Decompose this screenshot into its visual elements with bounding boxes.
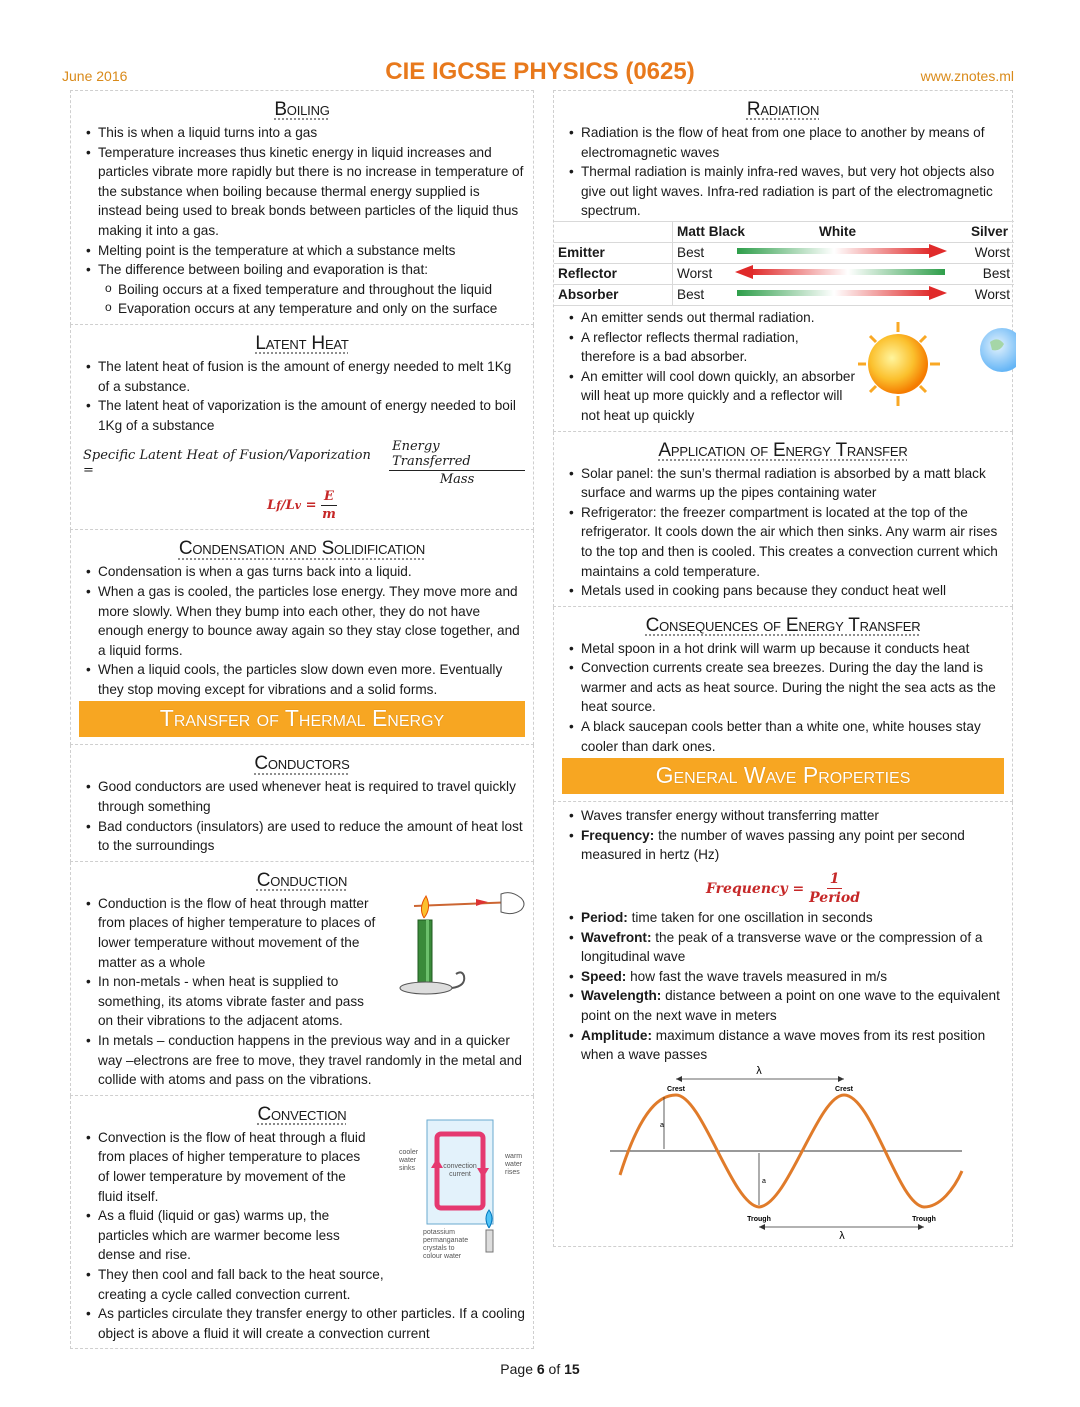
- fig-label: permanganate: [423, 1236, 469, 1244]
- list-item: • In metals – conduction happens in the previous way and in a quicker way –electrons are free to move, they travel randomly in the metal and collide with atoms and pass on the vibrations.: [98, 1031, 525, 1090]
- fig-label: crystals to: [423, 1244, 455, 1252]
- formula-numerator: Energy Transferred: [389, 439, 525, 471]
- formula-denominator: Period: [809, 890, 861, 907]
- definition: how fast the wave travels measured in m/s: [630, 968, 887, 984]
- frequency-formula: [562, 871, 1004, 906]
- section-consequences: [553, 607, 1013, 803]
- fig-label: sinks: [399, 1164, 415, 1172]
- table-row-label: Absorber: [554, 284, 673, 305]
- section-condensation: [70, 530, 534, 745]
- list-item: • An emitter will cool down quickly, an absorber will heat up more quickly and a reflector will not heat up quickly: [581, 367, 861, 426]
- table-row: [554, 242, 1014, 263]
- banner-text: General Wave Properties: [655, 762, 911, 789]
- footer-mid: of: [544, 1361, 565, 1377]
- table-cell: Worst: [949, 284, 1014, 305]
- list-item: • Refrigerator: the freezer compartment is located at the top of the refrigerator. It cools down the air which then sinks. Any warm air rises to the top and then is cooled. This creates a convection current which maintains a cold temperature.: [581, 503, 1004, 581]
- sun-earth-figure: [854, 320, 1016, 410]
- arrow-left-icon: [733, 264, 949, 280]
- list-item: • Condensation is when a gas turns back into a liquid.: [98, 562, 525, 582]
- section-conduction: [70, 862, 534, 1096]
- list-item: • Metal spoon in a hot drink will warm up because it conducts heat: [581, 639, 1004, 659]
- candle-conduction-figure: [396, 884, 536, 1004]
- section-application: [553, 432, 1013, 607]
- definition: time taken for one oscillation in seconds: [631, 910, 873, 926]
- table-header: Silver: [970, 224, 1008, 240]
- wavelength-label: λ: [756, 1064, 762, 1077]
- fig-label: warm: [505, 1152, 523, 1160]
- page-total: 15: [564, 1361, 580, 1377]
- section-title-consequences: Consequences of Energy Transfer: [645, 614, 921, 636]
- section-latent-heat: [70, 325, 534, 530]
- definition: distance between a point on one wave to the equivalent point on the next wave in meters: [581, 988, 1000, 1023]
- list-item: • When a liquid cools, the particles slow down even more. Eventually they stop moving except for vibrations and a solid forms.: [98, 660, 525, 699]
- list-item: [581, 986, 1004, 1025]
- term: Wavelength:: [581, 988, 662, 1004]
- list-item: • This is when a liquid turns into a gas: [98, 123, 525, 143]
- table-cell: Best: [673, 284, 734, 305]
- list-item: • Melting point is the temperature at which a substance melts: [98, 241, 525, 261]
- list-item: • Solar panel: the sun’s thermal radiation is absorbed by a matt black surface and warms up the pipes containing water: [581, 464, 1004, 503]
- section-convection: [70, 1096, 534, 1350]
- banner-transfer-thermal-energy: [79, 701, 525, 737]
- left-column: [70, 90, 534, 1349]
- list-item: • Thermal radiation is mainly infra-red waves, but very hot objects also give out light waves. Infra-red radiation is part of the electromagnetic spectrum.: [581, 162, 1004, 221]
- formula-numerator: 1: [827, 871, 843, 889]
- latent-heat-formula: [83, 439, 525, 487]
- section-boiling: [70, 90, 534, 325]
- term: Period:: [581, 910, 628, 926]
- list-item: • The latent heat of vaporization is the amount of energy needed to boil 1Kg of a substance: [98, 396, 525, 435]
- term: Frequency:: [581, 827, 655, 843]
- arrow-right-icon: [733, 243, 949, 259]
- list-item: • As particles circulate they transfer energy to other particles. If a cooling object is above a fluid it will create a convection current: [98, 1304, 525, 1343]
- trough-label: Trough: [747, 1215, 771, 1223]
- radiation-table: [554, 221, 1014, 305]
- list-item: [581, 908, 1004, 928]
- crest-label: Crest: [667, 1085, 685, 1093]
- formula-denominator: Mass: [439, 472, 475, 488]
- page-footer: [0, 1361, 1080, 1377]
- banner-text: Transfer of Thermal Energy: [159, 705, 445, 732]
- table-row-label: Emitter: [554, 242, 673, 263]
- formula-symbol: L: [267, 498, 277, 514]
- term: Speed:: [581, 968, 627, 984]
- page-title: CIE IGCSE PHYSICS (0625): [385, 58, 695, 85]
- formula-subscript: v: [294, 499, 302, 513]
- list-item: • Convection currents create sea breezes. During the day the land is warmer and acts as heat source. During the night the sea acts as the heat source.: [581, 658, 1004, 717]
- table-cell: Worst: [949, 242, 1014, 263]
- list-item: • They then cool and fall back to the heat source, creating a cycle called convection current.: [98, 1265, 408, 1304]
- table-cell: Best: [949, 263, 1014, 284]
- table-header: Matt Black: [677, 224, 745, 240]
- convection-beaker-figure: [391, 1118, 531, 1268]
- header-url[interactable]: www.znotes.ml: [920, 68, 1014, 84]
- table-header: White: [819, 224, 856, 240]
- definition: the peak of a transverse wave or the compression of a longitudinal wave: [581, 929, 983, 965]
- section-title-latent-heat: Latent Heat: [255, 332, 349, 354]
- formula-symbol: L: [285, 498, 295, 514]
- fig-label: rises: [505, 1168, 520, 1176]
- section-title-condensation: Condensation and Solidification: [178, 538, 426, 560]
- section-radiation: [553, 90, 1013, 432]
- table-row: [554, 284, 1014, 305]
- list-item: • A black saucepan cools better than a white one, white houses stay cooler than dark ones.: [581, 717, 1004, 756]
- section-title-boiling: Boiling: [274, 99, 330, 120]
- formula-subscript: f: [276, 499, 281, 513]
- footer-prefix: Page: [500, 1361, 537, 1377]
- section-title-application: Application of Energy Transfer: [658, 439, 908, 461]
- amplitude-label: a: [762, 1177, 766, 1185]
- table-header-row: [554, 221, 1014, 242]
- list-item: [581, 1026, 1004, 1065]
- list-item: • The latent heat of fusion is the amount of energy needed to melt 1Kg of a substance.: [98, 357, 525, 396]
- list-item: • When a gas is cooled, the particles lose energy. They move more and more slowly. When they bump into each other, they do not have enough energy to bounce away again so they stay close together, and a liquid forms.: [98, 582, 525, 660]
- fig-label: water: [399, 1156, 417, 1164]
- right-column: [553, 90, 1013, 1247]
- table-row-label: Reflector: [554, 263, 673, 284]
- section-title-conduction: Conduction: [256, 869, 348, 891]
- formula-left: Specific Latent Heat of Fusion/Vaporization =: [83, 448, 371, 479]
- list-item: • Radiation is the flow of heat from one place to another by means of electromagnetic waves: [581, 123, 1004, 162]
- amplitude-label: a: [660, 1121, 664, 1129]
- fig-label: current: [449, 1170, 471, 1178]
- formula-numerator: E: [321, 489, 337, 506]
- list-item: • In non-metals - when heat is supplied to something, its atoms vibrate faster and pass on their vibrations to the adjacent atoms.: [98, 972, 368, 1031]
- formula-denominator: m: [322, 507, 336, 523]
- header-date: June 2016: [62, 68, 128, 84]
- section-title-radiation: Radiation: [746, 99, 820, 120]
- fig-label: convection: [443, 1162, 477, 1170]
- list-item: • Temperature increases thus kinetic energy in liquid increases and particles vibrate more rapidly but there is no increase in temperature of the substance when boiling because thermal energy supplied is instead being used to break bonds between particles of the liquid thus making it into a gas.: [98, 143, 525, 241]
- fig-label: colour water: [423, 1252, 462, 1260]
- fig-label: potassium: [423, 1228, 455, 1236]
- list-item: • Conduction is the flow of heat through matter from places of higher temperature to places of lower temperature without movement of the matter as a whole: [98, 894, 398, 972]
- sub-list-item: o Boiling occurs at a fixed temperature and throughout the liquid: [118, 280, 525, 300]
- banner-general-wave-properties: [562, 758, 1004, 794]
- list-item: [581, 826, 1004, 865]
- list-item: • Waves transfer energy without transferring matter: [581, 806, 1004, 826]
- list-item: • Convection is the flow of heat through a fluid from places of higher temperature to places of lower temperature by movement of the fluid itself.: [98, 1128, 373, 1206]
- term: Amplitude:: [581, 1027, 652, 1043]
- fig-label: cooler: [399, 1148, 419, 1156]
- table-cell: Best: [673, 242, 734, 263]
- page-number: 6: [536, 1361, 545, 1377]
- trough-label: Trough: [912, 1215, 936, 1223]
- term: Wavefront:: [581, 929, 652, 945]
- list-item: • Metals used in cooking pans because they conduct heat well: [581, 581, 1004, 601]
- definition: maximum distance a wave moves from its rest position when a wave passes: [581, 1027, 986, 1063]
- list-item: [581, 928, 1004, 967]
- list-item: • Good conductors are used whenever heat is required to travel quickly through something: [98, 777, 525, 816]
- section-title-convection: Convection: [257, 1103, 347, 1125]
- table-row: [554, 263, 1014, 284]
- fig-label: water: [505, 1160, 523, 1168]
- wavelength-label: λ: [839, 1229, 845, 1241]
- list-item: [581, 967, 1004, 987]
- definition: the number of waves passing any point per second measured in hertz (Hz): [581, 827, 965, 863]
- crest-label: Crest: [835, 1085, 853, 1093]
- arrow-right-icon: [733, 285, 949, 301]
- wave-diagram: [562, 1065, 1006, 1241]
- list-item: • The difference between boiling and evaporation is that:: [98, 260, 525, 280]
- list-item: • As a fluid (liquid or gas) warms up, the particles which are warmer become less dense and rise.: [98, 1206, 358, 1265]
- list-item: • A reflector reflects thermal radiation, therefore is a bad absorber.: [581, 328, 841, 367]
- list-item: • An emitter sends out thermal radiation.: [581, 308, 1004, 328]
- section-conductors: [70, 745, 534, 861]
- formula-left: Frequency =: [705, 880, 805, 897]
- list-item: • Bad conductors (insulators) are used to reduce the amount of heat lost to the surroundings: [98, 817, 525, 856]
- table-cell: Worst: [673, 263, 734, 284]
- section-waves: [553, 802, 1013, 1247]
- latent-heat-symbol-formula: L f / L v = $\frac{E}{m}$: [267, 489, 336, 523]
- sub-list-item: o Evaporation occurs at any temperature and only on the surface: [118, 299, 525, 319]
- section-title-conductors: Conductors: [254, 753, 350, 775]
